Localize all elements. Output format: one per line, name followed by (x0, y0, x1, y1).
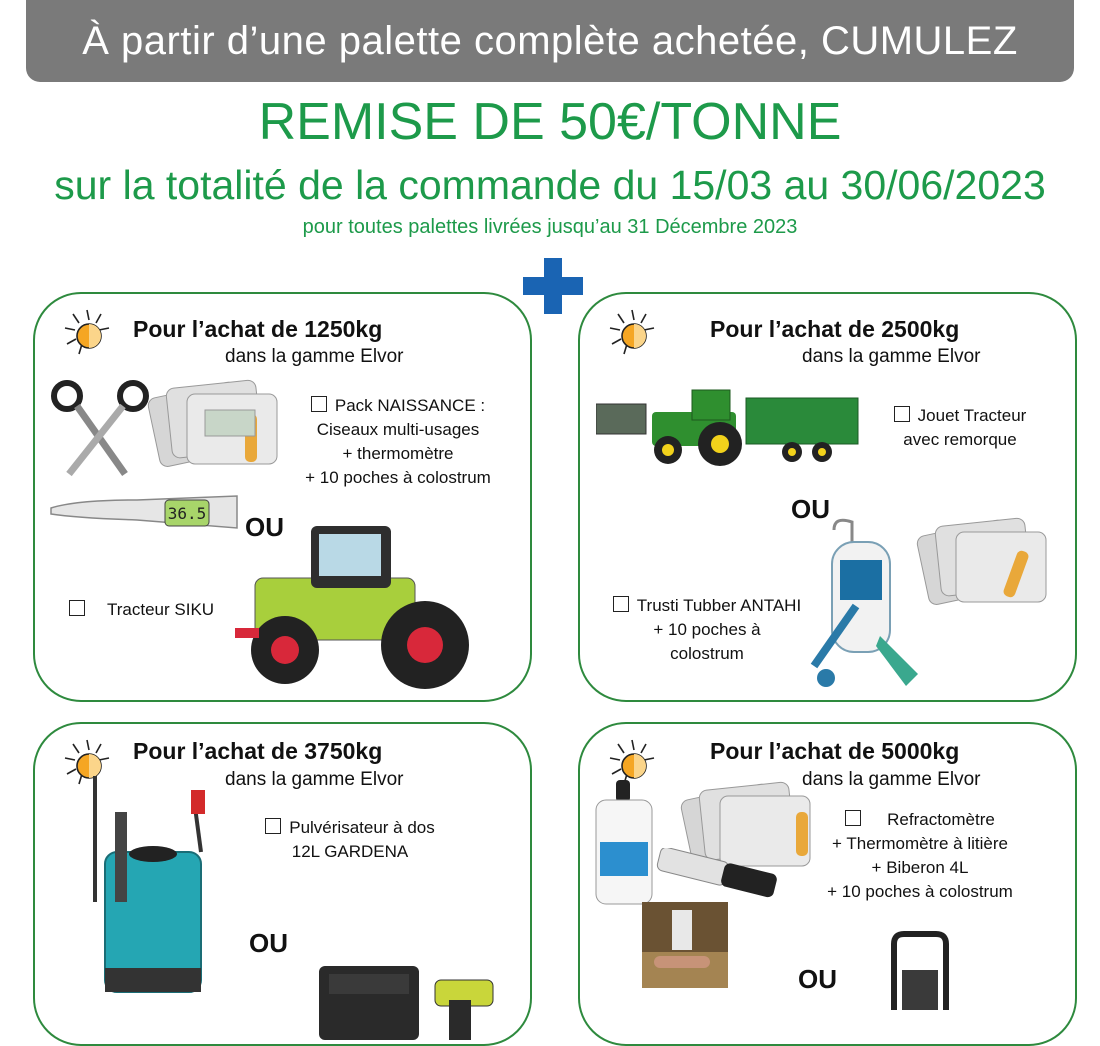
offer-title: Pour l’achat de 2500kg (710, 316, 960, 342)
option-a-checkbox[interactable] (845, 810, 861, 826)
or-label: OU (798, 964, 837, 994)
colostrum-pouches-image (145, 374, 295, 479)
discount-headline: REMISE DE 50€/TONNE (258, 93, 842, 151)
backpack-sprayer-image (75, 772, 217, 1004)
option-a-description: Pack NAISSANCE : Ciseaux multi-usages + thermomètre + 10 poches à colostrum (305, 396, 491, 487)
option-a-checkbox[interactable] (894, 406, 910, 422)
offer-title: Pour l’achat de 3750kg (133, 738, 383, 764)
delivery-note: pour toutes palettes livrées jusqu’au 31 Décembre 2023 (302, 216, 798, 238)
siku-tractor-image (215, 520, 495, 695)
toy-tractor-trailer-image (596, 386, 862, 470)
option-a-description: Pulvérisateur à dos 12L GARDENA (245, 816, 455, 864)
offer-card-3750kg (33, 722, 532, 1046)
sun-icon (608, 738, 656, 786)
offer-title: Pour l’achat de 1250kg (133, 316, 383, 342)
offer-card-1250kg (33, 292, 532, 702)
offer-subtitle: dans la gamme Elvor (225, 346, 404, 367)
or-label: OU (791, 494, 830, 524)
colostrum-pouches-image (914, 512, 1064, 616)
litter-thermometer-photo (642, 902, 728, 988)
offer-title: Pour l’achat de 5000kg (710, 738, 960, 764)
feeding-bottle-image (586, 780, 664, 910)
thermometer-image (47, 486, 242, 536)
refractometer-image (656, 848, 780, 904)
or-label: OU (245, 512, 284, 542)
offer-card-2500kg (578, 292, 1077, 702)
drill-kit-image (315, 960, 515, 1040)
plus-icon (523, 258, 583, 314)
scissors-image (45, 374, 155, 484)
option-a-checkbox[interactable] (311, 396, 327, 412)
offer-subtitle: dans la gamme Elvor (802, 769, 981, 790)
promo-banner (26, 0, 1074, 82)
option-b-description: Trusti Tubber ANTAHI + 10 poches à colostrum (602, 594, 812, 666)
offer-card-5000kg (578, 722, 1077, 1046)
offer-subtitle: dans la gamme Elvor (225, 769, 404, 790)
option-a-description: Refractomètre + Thermomètre à litière + Biberon 4L + 10 poches à colostrum (827, 810, 1013, 901)
offer-subtitle: dans la gamme Elvor (802, 346, 981, 367)
or-label: OU (249, 928, 288, 958)
sun-icon (63, 308, 111, 356)
option-b-description: Tracteur SIKU (69, 598, 214, 622)
option-b-checkbox[interactable] (69, 600, 85, 616)
pressure-washer-image (880, 930, 960, 1010)
banner-text: À partir d’une palette complète achetée, CUMULEZ (82, 18, 1018, 63)
option-a-checkbox[interactable] (265, 818, 281, 834)
thermometer-readout: 36.5 (167, 504, 207, 523)
offer-period: sur la totalité de la commande du 15/03 au 30/06/2023 (54, 162, 1046, 208)
option-b-checkbox[interactable] (613, 596, 629, 612)
option-a-description: Jouet Tracteur avec remorque (870, 404, 1050, 452)
sun-icon (608, 308, 656, 356)
